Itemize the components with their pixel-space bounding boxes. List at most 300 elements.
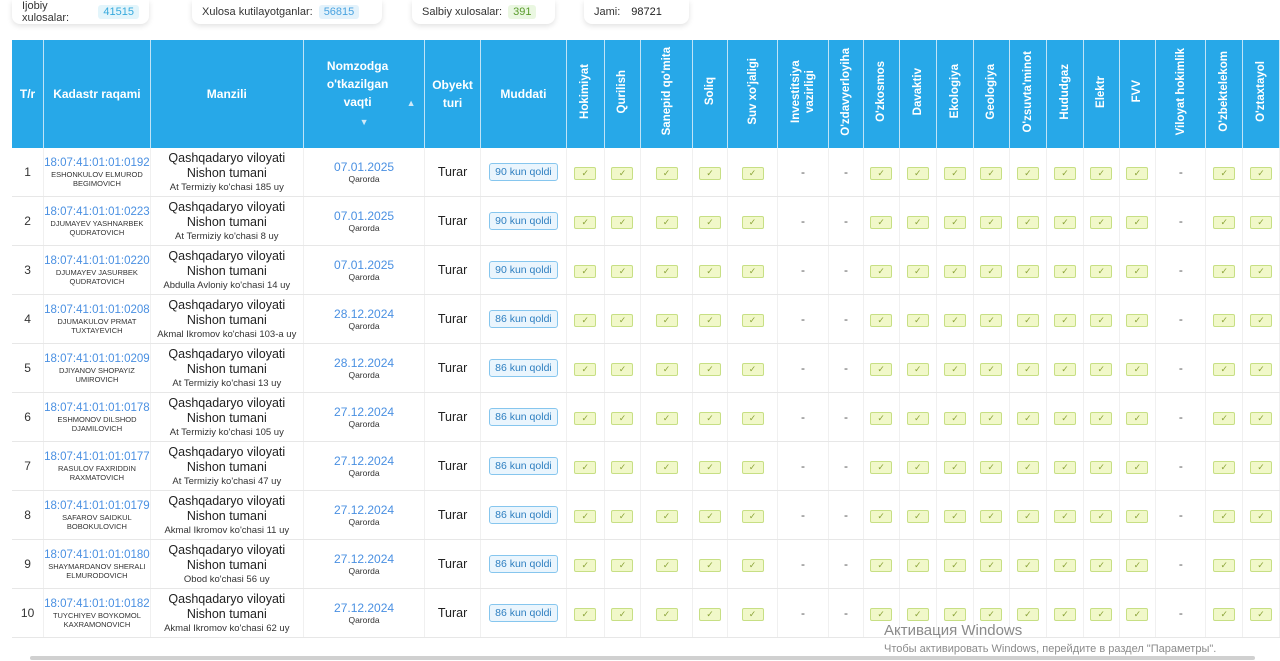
check-icon[interactable]: ✓	[742, 167, 764, 180]
check-icon[interactable]: ✓	[870, 265, 892, 278]
check-icon[interactable]: ✓	[699, 314, 721, 327]
check-icon[interactable]: ✓	[1213, 412, 1235, 425]
check-icon[interactable]: ✓	[1250, 363, 1272, 376]
stat-waiting-label: Xulosa kutilayotganlar:	[202, 6, 313, 18]
agency-status-cell	[863, 491, 899, 540]
date-status: Qarorda	[348, 614, 380, 625]
agency-status-cell	[937, 393, 974, 442]
check-icon[interactable]: ✓	[574, 216, 596, 229]
check-icon[interactable]: ✓	[907, 167, 929, 180]
agency-status-cell	[728, 197, 777, 246]
agency-status-cell	[829, 148, 864, 197]
check-icon[interactable]: ✓	[944, 265, 966, 278]
date-link[interactable]: 07.01.2025	[334, 208, 395, 223]
check-icon[interactable]: ✓	[980, 265, 1002, 278]
col-header-agency	[1009, 40, 1047, 148]
check-icon[interactable]: ✓	[656, 363, 678, 376]
check-icon[interactable]: ✓	[944, 510, 966, 523]
kadastr-link[interactable]: 18:07:41:01:01:0180	[44, 549, 150, 561]
check-icon[interactable]: ✓	[699, 608, 721, 621]
status-dash: -	[801, 410, 805, 424]
check-icon[interactable]: ✓	[574, 167, 596, 180]
agency-status-cell	[777, 197, 828, 246]
check-icon[interactable]: ✓	[1054, 314, 1076, 327]
kadastr-link[interactable]: 18:07:41:01:01:0223	[44, 206, 150, 218]
col-header-agency-label: Investitsiya vazirligi	[790, 60, 816, 123]
col-header-agency-label: O'zdavyerloyiha	[840, 47, 853, 136]
kadastr-link[interactable]: 18:07:41:01:01:0192	[44, 157, 150, 169]
check-icon[interactable]: ✓	[1090, 167, 1112, 180]
check-icon[interactable]: ✓	[980, 608, 1002, 621]
status-dash: -	[844, 410, 849, 424]
agency-status-cell	[1156, 393, 1206, 442]
status-dash: -	[844, 459, 849, 473]
address-street: At Termiziy ko'chasi 185 uy	[169, 181, 284, 193]
kadastr-cell	[44, 148, 151, 197]
check-icon[interactable]: ✓	[1090, 608, 1112, 621]
check-icon[interactable]: ✓	[980, 167, 1002, 180]
agency-status-cell	[1119, 197, 1156, 246]
agency-status-cell	[566, 148, 604, 197]
check-icon[interactable]: ✓	[870, 216, 892, 229]
agency-status-cell	[566, 589, 604, 638]
address-region: Qashqadaryo viloyati	[168, 591, 286, 606]
check-icon[interactable]: ✓	[870, 559, 892, 572]
agency-status-cell	[604, 148, 641, 197]
check-icon[interactable]: ✓	[1126, 608, 1148, 621]
object-type-cell	[425, 148, 481, 197]
check-icon[interactable]: ✓	[980, 510, 1002, 523]
agency-status-cell	[1243, 295, 1280, 344]
check-icon[interactable]: ✓	[574, 412, 596, 425]
row-number	[12, 197, 44, 246]
check-icon[interactable]: ✓	[574, 314, 596, 327]
check-icon[interactable]: ✓	[699, 216, 721, 229]
kadastr-link[interactable]: 18:07:41:01:01:0179	[44, 500, 150, 512]
agency-status-cell	[566, 295, 604, 344]
check-icon[interactable]: ✓	[1250, 265, 1272, 278]
check-icon[interactable]: ✓	[1250, 216, 1272, 229]
object-type: Turar	[437, 459, 468, 473]
check-icon[interactable]: ✓	[742, 608, 764, 621]
row-number-value: 2	[24, 214, 31, 228]
check-icon[interactable]: ✓	[699, 265, 721, 278]
check-icon[interactable]: ✓	[611, 314, 633, 327]
check-icon[interactable]: ✓	[907, 265, 929, 278]
agency-status-cell	[829, 246, 864, 295]
status-dash: -	[1178, 214, 1183, 228]
date-status: Qarorda	[348, 467, 380, 478]
date-link[interactable]: 27.12.2024	[334, 551, 395, 566]
agency-status-cell	[604, 491, 641, 540]
check-icon[interactable]: ✓	[1126, 461, 1148, 474]
check-icon[interactable]: ✓	[1126, 167, 1148, 180]
agency-status-cell	[728, 344, 777, 393]
agency-status-cell	[1206, 148, 1243, 197]
date-status: Qarorda	[348, 516, 380, 527]
check-icon[interactable]: ✓	[1213, 608, 1235, 621]
check-icon[interactable]: ✓	[742, 363, 764, 376]
kadastr-link[interactable]: 18:07:41:01:01:0208	[44, 304, 150, 316]
check-icon[interactable]: ✓	[656, 461, 678, 474]
agency-status-cell	[1047, 246, 1084, 295]
check-icon[interactable]: ✓	[1017, 265, 1039, 278]
agency-status-cell	[1083, 148, 1119, 197]
term-badge: 90 kun qoldi	[489, 261, 558, 279]
stat-negative	[412, 0, 555, 24]
agency-status-cell	[1083, 197, 1119, 246]
check-icon[interactable]: ✓	[1054, 363, 1076, 376]
agency-status-cell	[899, 393, 937, 442]
address-cell	[150, 295, 303, 344]
row-number	[12, 442, 44, 491]
table-container[interactable]	[12, 40, 1280, 661]
check-icon[interactable]: ✓	[1213, 461, 1235, 474]
check-icon[interactable]: ✓	[611, 265, 633, 278]
check-icon[interactable]: ✓	[656, 412, 678, 425]
check-icon[interactable]: ✓	[907, 363, 929, 376]
check-icon[interactable]: ✓	[1090, 510, 1112, 523]
check-icon[interactable]: ✓	[1213, 314, 1235, 327]
check-icon[interactable]: ✓	[1090, 559, 1112, 572]
row-number	[12, 393, 44, 442]
check-icon[interactable]: ✓	[742, 314, 764, 327]
check-icon[interactable]: ✓	[1250, 608, 1272, 621]
check-icon[interactable]: ✓	[574, 461, 596, 474]
check-icon[interactable]: ✓	[1017, 363, 1039, 376]
col-header-tr	[12, 40, 44, 148]
check-icon[interactable]: ✓	[699, 461, 721, 474]
status-dash: -	[844, 312, 849, 326]
check-icon[interactable]: ✓	[574, 559, 596, 572]
check-icon[interactable]: ✓	[1054, 559, 1076, 572]
address-region: Qashqadaryo viloyati	[168, 297, 286, 312]
stat-negative-label: Salbiy xulosalar:	[422, 6, 503, 18]
address-cell	[150, 442, 303, 491]
check-icon[interactable]: ✓	[1126, 412, 1148, 425]
date-link[interactable]: 07.01.2025	[334, 257, 395, 272]
check-icon[interactable]: ✓	[1126, 510, 1148, 523]
check-icon[interactable]: ✓	[944, 216, 966, 229]
row-number	[12, 246, 44, 295]
agency-status-cell	[604, 589, 641, 638]
agency-status-cell	[1119, 393, 1156, 442]
check-icon[interactable]: ✓	[907, 216, 929, 229]
object-type: Turar	[437, 606, 468, 620]
check-icon[interactable]: ✓	[944, 559, 966, 572]
row-number-value: 5	[24, 361, 31, 375]
col-header-agency	[937, 40, 974, 148]
stat-positive	[12, 0, 149, 24]
check-icon[interactable]: ✓	[1090, 412, 1112, 425]
check-icon[interactable]: ✓	[870, 167, 892, 180]
check-icon[interactable]: ✓	[742, 216, 764, 229]
kadastr-link[interactable]: 18:07:41:01:01:0177	[44, 451, 150, 463]
check-icon[interactable]: ✓	[574, 608, 596, 621]
agency-status-cell	[829, 491, 864, 540]
check-icon[interactable]: ✓	[656, 510, 678, 523]
date-link[interactable]: 27.12.2024	[334, 502, 395, 517]
agency-status-cell	[829, 393, 864, 442]
check-icon[interactable]: ✓	[1126, 314, 1148, 327]
col-header-agency-label: Davaktiv	[911, 67, 924, 116]
check-icon[interactable]: ✓	[1090, 314, 1112, 327]
col-header-agency-label: Hududgaz	[1059, 63, 1072, 120]
check-icon[interactable]: ✓	[1126, 265, 1148, 278]
agency-status-cell	[1243, 393, 1280, 442]
col-header-agency-label: FVV	[1131, 80, 1144, 103]
watermark-title: Активация Windows	[884, 622, 1023, 639]
check-icon[interactable]: ✓	[1054, 412, 1076, 425]
date-cell	[303, 197, 424, 246]
agency-status-cell	[777, 393, 828, 442]
check-icon[interactable]: ✓	[907, 461, 929, 474]
check-icon[interactable]: ✓	[1250, 412, 1272, 425]
agency-status-cell	[1156, 491, 1206, 540]
agency-status-cell	[1206, 442, 1243, 491]
address-region: Qashqadaryo viloyati	[168, 444, 286, 459]
check-icon[interactable]: ✓	[907, 608, 929, 621]
check-icon[interactable]: ✓	[944, 167, 966, 180]
check-icon[interactable]: ✓	[1250, 559, 1272, 572]
check-icon[interactable]: ✓	[742, 559, 764, 572]
address-region: Qashqadaryo viloyati	[168, 199, 286, 214]
check-icon[interactable]: ✓	[699, 412, 721, 425]
check-icon[interactable]: ✓	[1017, 314, 1039, 327]
agency-status-cell	[1009, 491, 1047, 540]
check-icon[interactable]: ✓	[1054, 265, 1076, 278]
agency-status-cell	[1119, 540, 1156, 589]
check-icon[interactable]: ✓	[1054, 608, 1076, 621]
owner-name: TUYCHIYEV BOYKOMOL KAXRAMONOVICH	[52, 611, 141, 629]
date-status: Qarorda	[348, 271, 380, 282]
row-number-value: 10	[20, 606, 35, 620]
col-header-agency-label: Geologiya	[985, 63, 998, 120]
check-icon[interactable]: ✓	[1017, 559, 1039, 572]
check-icon[interactable]: ✓	[907, 314, 929, 327]
check-icon[interactable]: ✓	[980, 461, 1002, 474]
agency-status-cell	[728, 393, 777, 442]
check-icon[interactable]: ✓	[1126, 363, 1148, 376]
check-icon[interactable]: ✓	[656, 216, 678, 229]
agency-status-cell	[1206, 197, 1243, 246]
address-street: Obod ko'chasi 56 uy	[183, 573, 270, 585]
check-icon[interactable]: ✓	[980, 412, 1002, 425]
check-icon[interactable]: ✓	[1250, 461, 1272, 474]
check-icon[interactable]: ✓	[656, 608, 678, 621]
row-number-value: 8	[24, 508, 31, 522]
date-link[interactable]: 28.12.2024	[334, 306, 395, 321]
check-icon[interactable]: ✓	[611, 167, 633, 180]
date-link[interactable]: 28.12.2024	[334, 355, 395, 370]
check-icon[interactable]: ✓	[742, 412, 764, 425]
sort-icon[interactable]: ▲ ▼	[359, 98, 416, 127]
row-number	[12, 491, 44, 540]
date-link[interactable]: 07.01.2025	[334, 159, 395, 174]
check-icon[interactable]: ✓	[1017, 461, 1039, 474]
date-status: Qarorda	[348, 565, 380, 576]
check-icon[interactable]: ✓	[1126, 216, 1148, 229]
status-dash: -	[801, 312, 805, 326]
horizontal-scrollbar[interactable]	[30, 656, 1255, 660]
check-icon[interactable]: ✓	[870, 461, 892, 474]
check-icon[interactable]: ✓	[1090, 216, 1112, 229]
agency-status-cell	[1083, 393, 1119, 442]
address-district: Nishon tumani	[186, 459, 267, 474]
check-icon[interactable]: ✓	[1126, 559, 1148, 572]
agency-status-cell	[566, 491, 604, 540]
status-dash: -	[844, 508, 849, 522]
check-icon[interactable]: ✓	[611, 510, 633, 523]
check-icon[interactable]: ✓	[742, 265, 764, 278]
check-icon[interactable]: ✓	[1213, 216, 1235, 229]
check-icon[interactable]: ✓	[611, 559, 633, 572]
date-link[interactable]: 27.12.2024	[334, 600, 395, 615]
check-icon[interactable]: ✓	[870, 510, 892, 523]
check-icon[interactable]: ✓	[980, 314, 1002, 327]
date-cell	[303, 589, 424, 638]
agency-status-cell	[1047, 540, 1084, 589]
date-link[interactable]: 27.12.2024	[334, 453, 395, 468]
check-icon[interactable]: ✓	[574, 265, 596, 278]
owner-name: SHAYMARDANOV SHERALI ELMURODOVICH	[48, 562, 146, 580]
kadastr-cell	[44, 491, 151, 540]
agency-status-cell	[1156, 246, 1206, 295]
check-icon[interactable]: ✓	[742, 510, 764, 523]
check-icon[interactable]: ✓	[944, 363, 966, 376]
check-icon[interactable]: ✓	[980, 216, 1002, 229]
check-icon[interactable]: ✓	[611, 608, 633, 621]
check-icon[interactable]: ✓	[907, 559, 929, 572]
check-icon[interactable]: ✓	[944, 412, 966, 425]
kadastr-link[interactable]: 18:07:41:01:01:0182	[44, 598, 150, 610]
agency-status-cell	[777, 246, 828, 295]
term-cell	[480, 491, 566, 540]
check-icon[interactable]: ✓	[1054, 216, 1076, 229]
check-icon[interactable]: ✓	[611, 363, 633, 376]
row-number	[12, 148, 44, 197]
owner-name: ESHONKULOV ELMUROD BEGIMOVICH	[51, 170, 143, 188]
agency-status-cell	[899, 197, 937, 246]
term-cell	[480, 148, 566, 197]
check-icon[interactable]: ✓	[1054, 461, 1076, 474]
agency-status-cell	[1206, 344, 1243, 393]
agency-status-cell	[863, 344, 899, 393]
check-icon[interactable]: ✓	[980, 363, 1002, 376]
date-cell	[303, 295, 424, 344]
check-icon[interactable]: ✓	[699, 363, 721, 376]
check-icon[interactable]: ✓	[699, 167, 721, 180]
check-icon[interactable]: ✓	[1250, 314, 1272, 327]
check-icon[interactable]: ✓	[656, 314, 678, 327]
check-icon[interactable]: ✓	[1090, 363, 1112, 376]
check-icon[interactable]: ✓	[1250, 510, 1272, 523]
check-icon[interactable]: ✓	[1213, 559, 1235, 572]
date-link[interactable]: 27.12.2024	[334, 404, 395, 419]
agency-status-cell	[566, 442, 604, 491]
address-region: Qashqadaryo viloyati	[168, 248, 286, 263]
check-icon[interactable]: ✓	[611, 412, 633, 425]
check-icon[interactable]: ✓	[870, 314, 892, 327]
check-icon[interactable]: ✓	[907, 412, 929, 425]
check-icon[interactable]: ✓	[574, 510, 596, 523]
check-icon[interactable]: ✓	[1213, 510, 1235, 523]
check-icon[interactable]: ✓	[1017, 510, 1039, 523]
col-header-nomzod[interactable]	[303, 40, 424, 148]
check-icon[interactable]: ✓	[1213, 363, 1235, 376]
status-dash: -	[1178, 312, 1183, 326]
check-icon[interactable]: ✓	[1017, 412, 1039, 425]
check-icon[interactable]: ✓	[656, 559, 678, 572]
check-icon[interactable]: ✓	[611, 216, 633, 229]
check-icon[interactable]: ✓	[980, 559, 1002, 572]
address-street: Akmal Ikromov ko'chasi 11 uy	[164, 524, 290, 536]
check-icon[interactable]: ✓	[699, 559, 721, 572]
check-icon[interactable]: ✓	[1250, 167, 1272, 180]
check-icon[interactable]: ✓	[1213, 167, 1235, 180]
agency-status-cell	[1243, 344, 1280, 393]
check-icon[interactable]: ✓	[870, 608, 892, 621]
agency-status-cell	[777, 589, 828, 638]
check-icon[interactable]: ✓	[944, 314, 966, 327]
check-icon[interactable]: ✓	[1054, 167, 1076, 180]
check-icon[interactable]: ✓	[907, 510, 929, 523]
kadastr-link[interactable]: 18:07:41:01:01:0178	[44, 402, 150, 414]
check-icon[interactable]: ✓	[1213, 265, 1235, 278]
agency-status-cell	[829, 344, 864, 393]
term-badge: 90 kun qoldi	[489, 163, 558, 181]
agency-status-cell	[829, 442, 864, 491]
check-icon[interactable]: ✓	[656, 167, 678, 180]
check-icon[interactable]: ✓	[944, 608, 966, 621]
check-icon[interactable]: ✓	[870, 363, 892, 376]
check-icon[interactable]: ✓	[699, 510, 721, 523]
check-icon[interactable]: ✓	[574, 363, 596, 376]
check-icon[interactable]: ✓	[1017, 216, 1039, 229]
check-icon[interactable]: ✓	[1017, 167, 1039, 180]
status-dash: -	[844, 557, 849, 571]
check-icon[interactable]: ✓	[1090, 265, 1112, 278]
check-icon[interactable]: ✓	[1090, 461, 1112, 474]
check-icon[interactable]: ✓	[611, 461, 633, 474]
check-icon[interactable]: ✓	[656, 265, 678, 278]
agency-status-cell	[899, 589, 937, 638]
object-type-cell	[425, 246, 481, 295]
term-cell	[480, 246, 566, 295]
col-header-agency	[1119, 40, 1156, 148]
agency-status-cell	[604, 295, 641, 344]
address-street: At Termiziy ko'chasi 47 uy	[172, 475, 282, 487]
col-header-kadastr	[44, 40, 151, 148]
kadastr-link[interactable]: 18:07:41:01:01:0209	[44, 353, 150, 365]
check-icon[interactable]: ✓	[944, 461, 966, 474]
row-number	[12, 344, 44, 393]
agency-status-cell	[1119, 344, 1156, 393]
kadastr-link[interactable]: 18:07:41:01:01:0220	[44, 255, 150, 267]
check-icon[interactable]: ✓	[870, 412, 892, 425]
address-region: Qashqadaryo viloyati	[168, 150, 286, 165]
check-icon[interactable]: ✓	[1054, 510, 1076, 523]
agency-status-cell	[899, 148, 937, 197]
address-district: Nishon tumani	[186, 557, 267, 572]
agency-status-cell	[1243, 246, 1280, 295]
kadastr-cell	[44, 246, 151, 295]
agency-status-cell	[1047, 393, 1084, 442]
check-icon[interactable]: ✓	[1017, 608, 1039, 621]
agency-status-cell	[937, 344, 974, 393]
check-icon[interactable]: ✓	[742, 461, 764, 474]
status-dash: -	[1178, 459, 1183, 473]
